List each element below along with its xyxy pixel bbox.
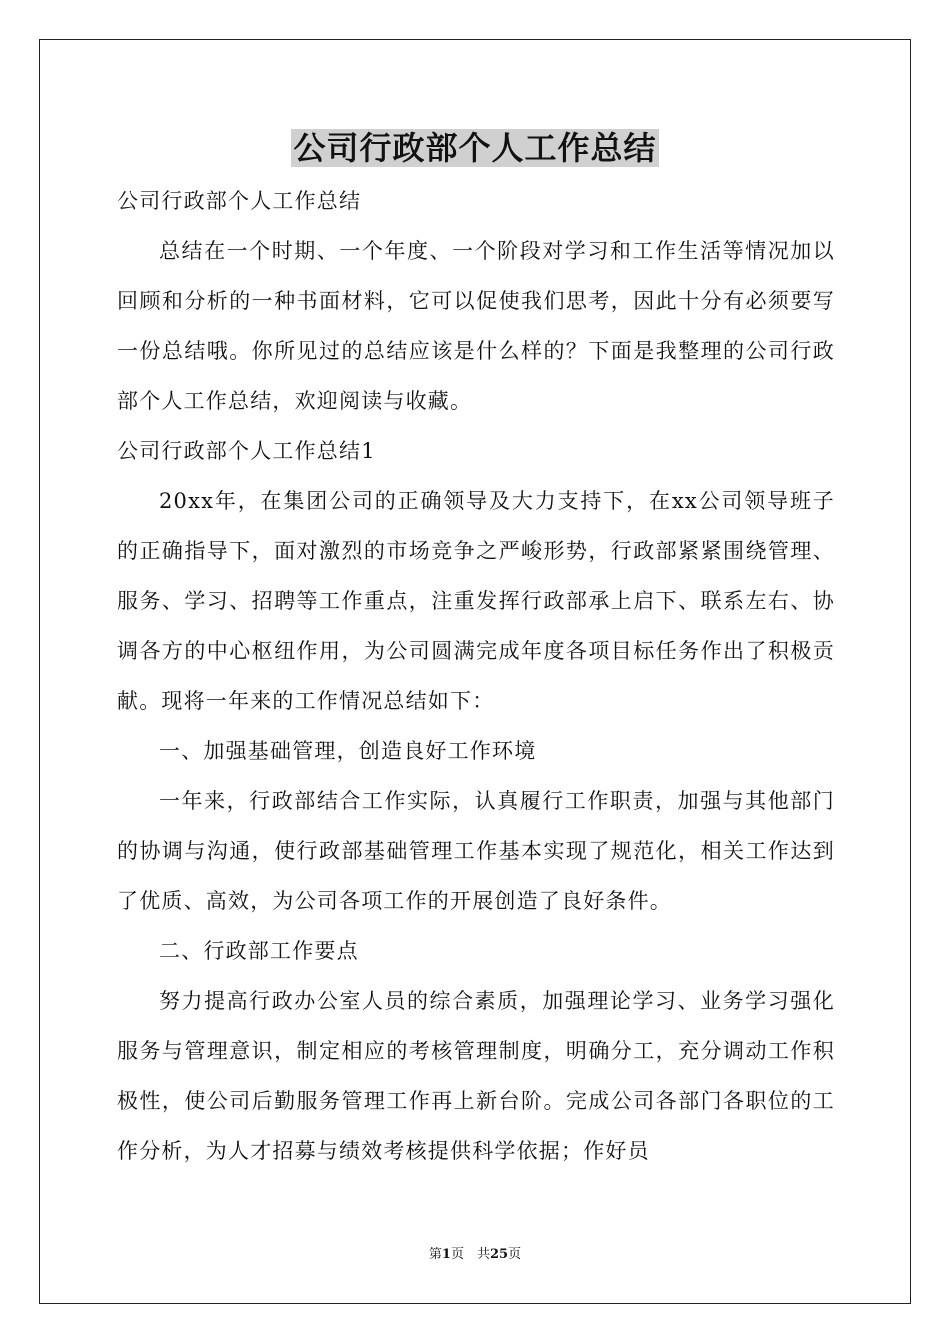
subheading-1: 一、加强基础管理，创造良好工作环境 (159, 739, 537, 763)
page-prefix: 第 (428, 1247, 442, 1262)
page-total: 25 (489, 1247, 509, 1262)
page-current: 1 (441, 1247, 451, 1262)
body-paragraph: 20xx年，在集团公司的正确领导及大力支持下，在xx公司领导班子的正确指导下，面对激烈的市场竞争之严峻形势，行政部紧紧围绕管理、服务、学习、招聘等工作重点，注重发挥行政部承上启下、联系左右、协调各方的中心枢纽作用，为公司圆满完成年度各项目标任务作出了积极贡献。现将一年来的工作情况总结如下： (117, 489, 835, 713)
section-heading-1: 公司行政部个人工作总结1 (117, 439, 376, 463)
subtitle-paragraph: 公司行政部个人工作总结 (117, 189, 362, 213)
body-paragraph: 一年来，行政部结合工作实际，认真履行工作职责，加强与其他部门的协调与沟通，使行政部基础管理工作基本实现了规范化，相关工作达到了优质、高效，为公司各项工作的开展创造了良好条件。 (117, 789, 835, 913)
page-suffix: 页 (508, 1247, 522, 1262)
subheading-2: 二、行政部工作要点 (159, 939, 359, 963)
document-title-text: 公司行政部个人工作总结 (293, 129, 657, 167)
document-title (0, 124, 950, 172)
body-paragraph: 努力提高行政办公室人员的综合素质，加强理论学习、业务学习强化服务与管理意识，制定相应的考核管理制度，明确分工，充分调动工作积极性，使公司后勤服务管理工作再上新台阶。完成公司各部门各职位的工作分析，为人才招募与绩效考核提供科学依据；作好员 (117, 989, 835, 1163)
page-footer (0, 1245, 950, 1265)
page-mid: 页 共 (450, 1247, 490, 1262)
document-body (117, 176, 835, 1176)
intro-paragraph: 总结在一个时期、一个年度、一个阶段对学习和工作生活等情况加以回顾和分析的一种书面材料，它可以促使我们思考，因此十分有必须要写一份总结哦。你所见过的总结应该是什么样的？下面是我整理的公司行政部个人工作总结，欢迎阅读与收藏。 (117, 239, 835, 413)
